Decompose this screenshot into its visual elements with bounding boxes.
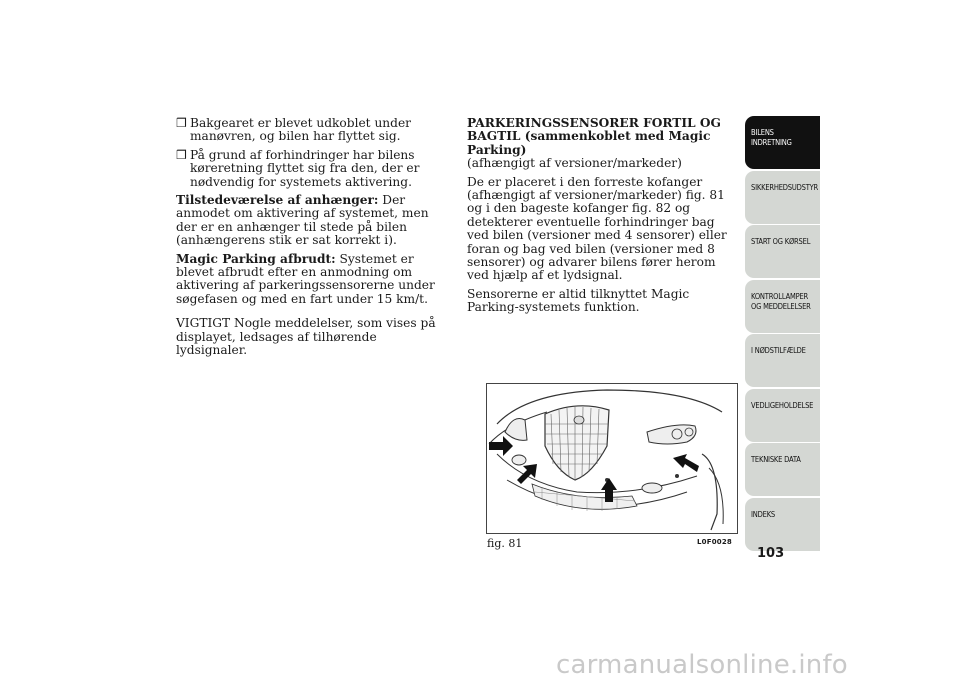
- sensor-description: De er placeret i den forreste kofanger (afhængigt af versioner/markeder) fig. 81 og i den bageste kofanger fig. 82 og detekterer eventuelle forhindringer bag ved bilen (versioner med 4 sensorer) eller foran og bag ved bilen (versioner med 8 sensorer) og advarer bilens fører herom ved hjælp af et lydsignal.: [467, 174, 727, 283]
- tab-indeks[interactable]: INDEKS: [745, 498, 820, 551]
- paragraph-text: Systemet er blevet afbrudt efter en anmodning om aktivering af parkeringssensorerne under søgefasen og med en fart under 15 km/t.: [176, 251, 435, 306]
- tab-i-nodstilfaelde[interactable]: I NØDSTILFÆLDE: [745, 334, 820, 387]
- section-subheading: (afhængigt af versioner/markeder): [467, 156, 682, 171]
- tab-tekniske-data[interactable]: TEKNISKE DATA: [745, 443, 820, 496]
- paragraph-lead: Magic Parking afbrudt:: [176, 251, 336, 266]
- bullet-item: [176, 149, 448, 189]
- watermark: carmanualsonline.info: [556, 650, 848, 680]
- important-note: VIGTIGT Nogle meddelelser, som vises på displayet, ledsages af tilhørende lydsignaler.: [176, 316, 436, 358]
- bullet-text: På grund af forhindringer har bilens køreretning flyttet sig fra den, der er nødvendig for systemets aktivering.: [190, 147, 420, 189]
- figure-front-bumper: [486, 383, 738, 534]
- magic-parking-paragraph: [176, 253, 448, 307]
- checkbox-bullet-icon: ❒: [176, 116, 187, 130]
- figure-code: L0F0028: [697, 538, 732, 546]
- tab-bilens-indretning[interactable]: BILENS INDRETNING: [745, 116, 820, 169]
- checkbox-bullet-icon: ❒: [176, 147, 187, 162]
- tab-start-og-korsel[interactable]: START OG KØRSEL: [745, 225, 820, 278]
- left-column: [176, 117, 448, 363]
- bullet-text: Bakgearet er blevet udkoblet under manøvren, og bilen har flyttet sig.: [190, 116, 411, 144]
- tab-kontrollamper[interactable]: KONTROLLAMPER OG MEDDELELSER: [745, 280, 820, 333]
- figure-caption: fig. 81: [487, 537, 523, 550]
- sensor-system-note: Sensorerne er altid tilknyttet Magic Parking-systemets funktion.: [467, 286, 690, 315]
- chapter-tabs: [745, 116, 820, 552]
- page-number: 103: [757, 546, 785, 561]
- section-heading: PARKERINGSSENSORER FORTIL OG BAGTIL (sammenkoblet med Magic Parking): [467, 116, 721, 157]
- tab-sikkerhedsudstyr[interactable]: SIKKERHEDSUDSTYR: [745, 171, 820, 224]
- right-column: [467, 117, 739, 320]
- bullet-item: [176, 117, 448, 144]
- car-front-illustration: [487, 384, 737, 533]
- trailer-paragraph: [176, 194, 448, 248]
- paragraph-text: Der anmodet om aktivering af systemet, men der er en anhænger til stede på bilen (anhængerens stik er sat korrekt i).: [176, 193, 429, 248]
- tab-vedligeholdelse[interactable]: VEDLIGEHOLDELSE: [745, 389, 820, 442]
- paragraph-lead: Tilstedeværelse af anhænger:: [176, 193, 379, 208]
